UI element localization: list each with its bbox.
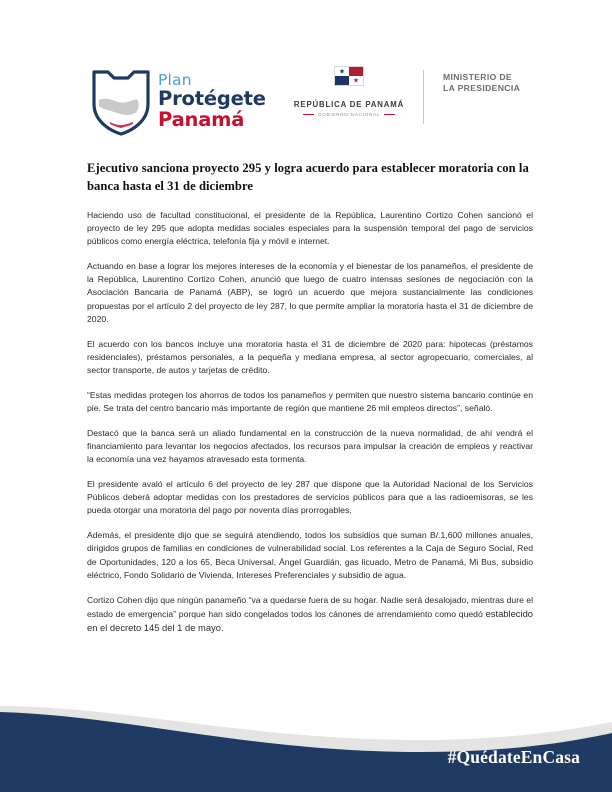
hashtag-quedate-en-casa: #QuédateEnCasa (447, 747, 580, 767)
ministry-line-2: LA PRESIDENCIA (443, 83, 521, 93)
paragraph-1: Haciendo uso de facultad constitucional, el presidente de la República, Laurentino Cortizo Cohen sancionó el proyecto de ley 295 que adopta medidas sociales especiales para la suspensión temporal del pago de servicios públicos como energía eléctrica, telefonía fija y móvil e internet. (87, 209, 533, 247)
republic-of-panama-block (288, 66, 410, 117)
page-title: Ejecutivo sanciona proyecto 295 y logra acuerdo para establecer moratoria con la banca hasta el 31 de diciembre (87, 161, 529, 193)
republic-name-text: REPÚBLICA DE PANAMÁ (293, 100, 405, 109)
paragraph-8 (87, 594, 533, 636)
paragraph-2: Actuando en base a lograr los mejores intereses de la economía y el bienestar de los panameños, el presidente de la República, Laurentino Cortizo Cohen, anunció que luego de cuatro intensas sesiones de negociación con la Asociación Bancaria de Panamá (ABP), se logró un acuerdo que mejora sustancialmente las condiciones propuestas por el artículo 2 del proyecto de ley 287, lo que permite ampliar la moratoria hasta el 31 de diciembre de 2020. (87, 260, 533, 324)
header-divider (423, 70, 424, 124)
paragraph-6: El presidente avaló el artículo 6 del proyecto de ley 287 que dispone que la Autoridad Nacional de los Servicios Públicos deberá adoptar medidas con los prestadores de servicios públicos para que a las radioemisoras, se les pueda otorgar una moratoria del pago por noventa días prorrogables. (87, 479, 533, 516)
gobierno-nacional-text: GOBIERNO NACIONAL (317, 111, 381, 117)
dash-right-decoration (384, 114, 395, 115)
ministry-block (443, 72, 520, 94)
plan-protegete-panama-logo (90, 64, 266, 136)
ministry-line-1: MINISTERIO DE (443, 72, 513, 82)
paragraph-7: Además, el presidente dijo que se seguirá atendiendo, todos los subsidios que suman B/.1,600 millones anuales, dirigidos grupos de familias en condiciones de vulnerabilidad social. Los referentes a la Caja de Seguro Social, Red de Oportunidades, 120 a los 65, Beca Universal, Ángel Guardián, gas licuado, Metro de Panamá, Mi Bus, subsidio eléctrico, Fondo Solidario de Vivienda, Intereses Preferenciales y subsidio de agua. (87, 530, 533, 580)
paragraph-5: Destacó que la banca será un aliado fundamental en la construcción de la nueva normalidad, de ahí vendrá el financiamiento para levantar los negocios afectados, los recursos para impulsar la creación de empleos y reactivar la economía una vez hayamos atravesado esta tormenta. (87, 427, 533, 465)
panama-flag-icon: ★ ★ (334, 66, 364, 86)
dash-left-decoration (303, 114, 314, 115)
page-header (0, 62, 612, 142)
gobierno-nacional-line (288, 112, 410, 117)
logo-panama-word: Panamá (158, 107, 245, 131)
shield-icon (90, 64, 152, 136)
logo-protegete-word: Protégete (158, 87, 266, 111)
document-body (87, 160, 533, 636)
paragraph-3: El acuerdo con los bancos incluye una moratoria hasta el 31 de diciembre de 2020 para: hipotecas (préstamos residenciales), préstamos personales, a la pequeña y mediana empresa, al sector agropecuario, comerciales, al sector transporte, de autos y tarjetas de crédito. (87, 338, 533, 376)
logo-plan-word: Plan (158, 70, 192, 89)
paragraph-8-part-2: establecido en el decreto 145 del 1 de mayo. (87, 607, 533, 634)
page-footer (0, 706, 612, 792)
paragraph-4-quote: “Estas medidas protegen los ahorros de todos los panameños y permiten que nuestro sistema bancario continúe en pie. Se trata del centro bancario más importante de región que mantiene 26 mil empleos directos”, señaló. (87, 389, 533, 414)
paragraph-8-part-1: Cortizo Cohen dijo que ningún panameño “va a quedarse fuera de su hogar. Nadie será desalojado, mientras dure el estado de emergencia” porque han sido congelados todos los cánones de arrendamiento como quedó (87, 594, 533, 619)
